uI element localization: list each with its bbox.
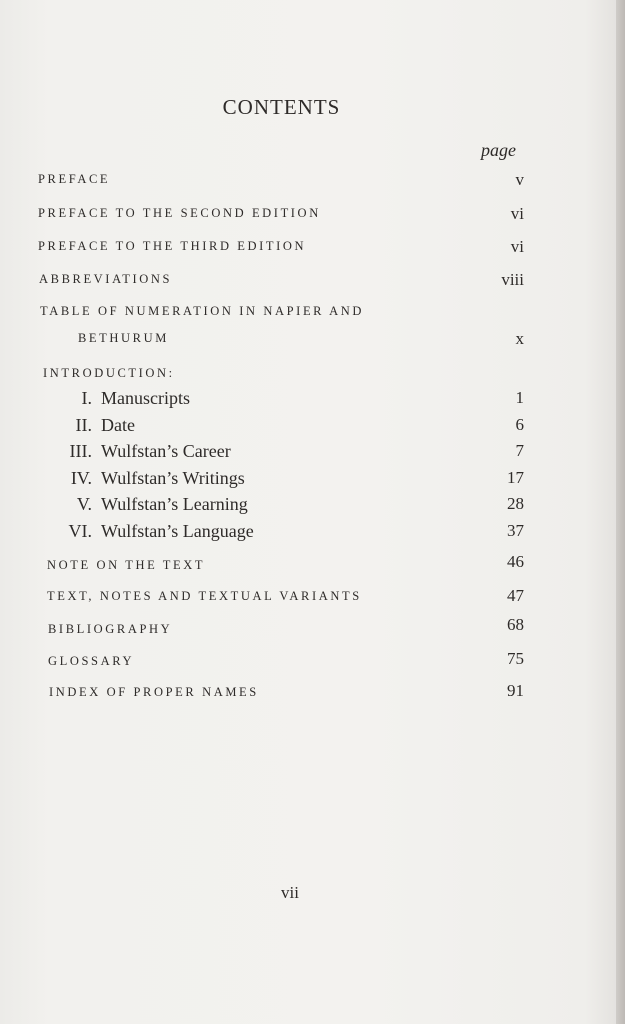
chapter-title: Wulfstan’s Writings xyxy=(101,468,245,488)
toc-entry xyxy=(0,649,616,683)
toc-subentry xyxy=(0,441,616,471)
toc-entry-label: INTRODUCTION: xyxy=(43,366,175,380)
chapter-numeral: VI. xyxy=(68,521,92,541)
toc-entry-label: PREFACE TO THE SECOND EDITION xyxy=(38,206,321,220)
toc-entry-label: GLOSSARY xyxy=(48,654,135,668)
toc-entry-label: BIBLIOGRAPHY xyxy=(48,622,173,636)
toc-entry xyxy=(0,552,616,586)
toc-subentry xyxy=(0,521,616,551)
chapter-numeral: III. xyxy=(69,441,92,461)
toc-entry xyxy=(0,681,616,715)
toc-entry-page: 46 xyxy=(507,552,524,571)
chapter-title: Wulfstan’s Language xyxy=(101,521,254,541)
toc-entry-page: 47 xyxy=(507,586,524,605)
contents-heading: CONTENTS xyxy=(222,95,341,119)
chapter-numeral: IV. xyxy=(70,468,92,488)
toc-entry-label: NOTE ON THE TEXT xyxy=(47,558,206,572)
chapter-title: Manuscripts xyxy=(101,388,190,408)
toc-entry-page: 28 xyxy=(507,494,524,513)
toc-subentry xyxy=(0,388,616,418)
toc-entry xyxy=(0,204,616,234)
chapter-title: Wulfstan’s Learning xyxy=(101,494,248,514)
page-edge xyxy=(616,0,625,1024)
toc-subentry xyxy=(0,494,616,524)
toc-entry-page: 91 xyxy=(507,681,524,700)
toc-entry-page: 17 xyxy=(507,468,524,487)
toc-entry-page: 6 xyxy=(515,415,524,434)
page-column-label: page xyxy=(481,140,516,160)
toc-entry-page: x xyxy=(515,329,524,348)
toc-entry-page: 75 xyxy=(507,649,524,668)
toc-entry-page: vi xyxy=(510,237,524,256)
toc-entry-label: TABLE OF NUMERATION IN NAPIER AND xyxy=(40,304,365,318)
toc-entry-page: 37 xyxy=(507,521,524,540)
toc-entry-page: viii xyxy=(501,270,524,289)
toc-entry xyxy=(0,170,616,200)
toc-entry xyxy=(0,615,616,651)
chapter-numeral: I. xyxy=(81,388,92,408)
toc-entry-page: 1 xyxy=(515,388,524,407)
toc-entry-label: PREFACE TO THE THIRD EDITION xyxy=(38,239,307,253)
toc-entry-page: vi xyxy=(510,204,524,223)
chapter-numeral: V. xyxy=(76,494,92,514)
toc-entry-page: 7 xyxy=(515,441,524,460)
toc-entry-label: ABBREVIATIONS xyxy=(39,272,173,286)
chapter-numeral: II. xyxy=(75,415,92,435)
toc-entry-label: TEXT, NOTES AND TEXTUAL VARIANTS xyxy=(47,589,362,603)
page-number: vii xyxy=(281,883,299,902)
chapter-title: Date xyxy=(101,415,135,435)
toc-entry-label: PREFACE xyxy=(38,172,111,186)
chapter-title: Wulfstan’s Career xyxy=(101,441,231,461)
toc-entry-page: v xyxy=(515,170,524,189)
toc-entry xyxy=(0,304,616,360)
toc-entry xyxy=(0,270,616,300)
toc-entry-page: 68 xyxy=(507,615,524,634)
toc-entry-label: INDEX OF PROPER NAMES xyxy=(49,685,259,699)
toc-entry xyxy=(0,237,616,267)
toc-entry-label-continued: BETHURUM xyxy=(78,331,169,345)
